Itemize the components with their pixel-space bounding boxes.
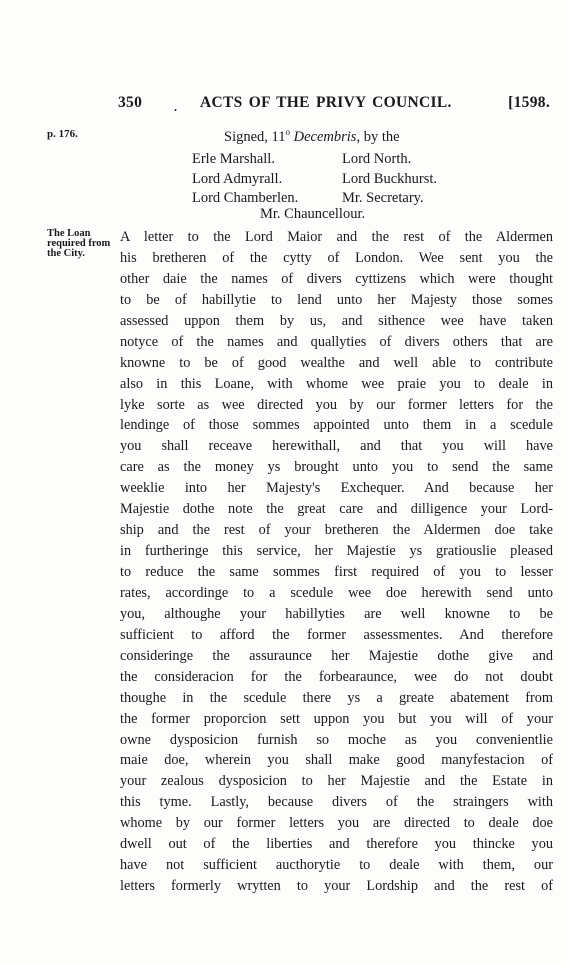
body-line: sufficient to afford the former assessmentes. And therefore — [120, 626, 553, 643]
body-line: to reduce the same sommes first required of you to lesser — [120, 564, 553, 580]
body-line: lendinge of those sommes appointed unto them in a scedule — [120, 417, 553, 434]
body-line: lyke sorte as wee directed you by our former letters for the — [120, 396, 553, 413]
body-line: other daie the names of divers cyttizens which were thought — [120, 270, 553, 287]
body-line: maie doe, wherein you shall make good manyfestacion of — [120, 752, 553, 769]
body-line: his bretheren of the cytty of London. Wee sent you the — [120, 249, 553, 266]
body-line: A letter to the Lord Maior and the rest of the Aldermen — [120, 229, 553, 245]
letter-body — [120, 227, 553, 897]
body-line: your zealous dysposicion to her Majestie and the Estate in — [120, 773, 553, 790]
body-line: knowne to be of good wealthe and well able to contribute — [120, 354, 553, 371]
body-line: weeklie into her Majesty's Exchequer. And because her — [120, 480, 553, 497]
signed-prefix: Signed, 11 — [224, 128, 286, 145]
body-line: assessed uppon them by us, and sithence wee have taken — [120, 312, 553, 329]
header-dot: . — [174, 100, 178, 114]
body-line: letters formerly wrytten to your Lordship and the rest of — [120, 878, 553, 895]
margin-note-line: required from — [47, 238, 111, 249]
body-line: you shall receave herewithall, and that you will have — [120, 438, 553, 455]
signed-month: Decembris — [293, 128, 357, 145]
body-line: care as the money ys brought unto you to send the same — [120, 459, 553, 476]
body-line: the consideracion for the forbearaunce, wee do not doubt — [120, 668, 553, 685]
signer-row — [192, 150, 492, 170]
margin-note-line: The Loan — [47, 228, 91, 239]
body-line: rates, accordinge to a scedule wee doe herewith send unto — [120, 584, 553, 601]
body-line: the former proporcion sett uppon you but you will of your — [120, 710, 553, 727]
body-line: have not sufficient aucthorytie to deale with them, our — [120, 857, 553, 874]
body-line: dwell out of the liberties and therefore you thincke you — [120, 836, 553, 853]
signer-name: Mr. Secretary. — [342, 190, 424, 206]
body-line: this tyme. Lastly, because divers of the straingers with — [120, 794, 553, 811]
header-year: [1598. — [508, 94, 550, 111]
signer-name: Erle Marshall. — [192, 151, 275, 167]
body-line: to be of habillytie to lend unto her Majesty those somes — [120, 291, 553, 308]
signers-list — [192, 150, 492, 209]
body-line: also in this Loane, with whome wee praie you to deale in — [120, 375, 553, 392]
body-line: in furtheringe this service, her Majestie ys gratiouslie pleased — [120, 543, 553, 560]
running-title: ACTS OF THE PRIVY COUNCIL. — [200, 94, 452, 111]
body-line: ship and the rest of your bretheren the Aldermen doe take — [120, 522, 553, 539]
margin-note-line: the City. — [47, 248, 85, 259]
margin-page-reference: p. 176. — [47, 128, 78, 140]
page-number: 350 — [118, 94, 143, 111]
signer-name: Lord Admyrall. — [192, 170, 283, 187]
body-line: notyce of the names and quallyties of divers others that are — [120, 333, 553, 350]
signer-name: Lord North. — [342, 151, 412, 167]
running-header — [118, 94, 558, 114]
body-line: thoughe in the scedule there ys a greate abatement from — [120, 689, 553, 706]
signer-name: Lord Chamberlen. — [192, 190, 299, 206]
body-line: Majestie dothe note the great care and dilligence your Lord- — [120, 501, 553, 518]
signed-line — [224, 127, 400, 146]
signed-suffix: , by the — [356, 128, 400, 145]
signer-chancellor: Mr. Chauncellour. — [260, 206, 366, 222]
body-line: owne dysposicion furnish so moche as you convenientlie — [120, 731, 553, 748]
body-line: whome by our former letters you are directed to deale doe — [120, 815, 553, 832]
signed-superscript: o — [285, 127, 290, 137]
signer-name: Lord Buckhurst. — [342, 170, 438, 187]
body-line: you, althoughe your habillyties are well knowne to be — [120, 605, 553, 622]
margin-note — [47, 229, 122, 259]
signer-row — [192, 170, 492, 190]
body-line: consideringe the assuraunce her Majestie dothe give and — [120, 647, 553, 664]
